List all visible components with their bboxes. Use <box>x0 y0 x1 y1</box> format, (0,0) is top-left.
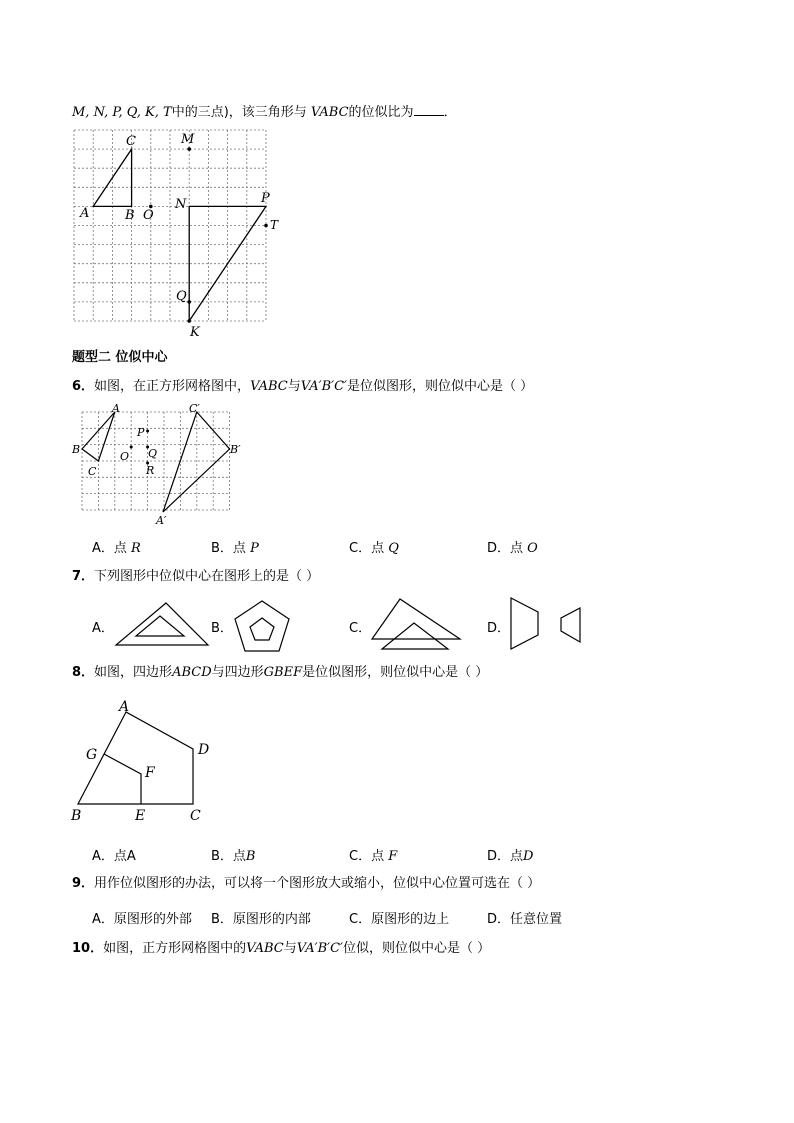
q6-triangle-a2b2c2 <box>163 412 230 512</box>
q8-label-b: B <box>71 808 82 824</box>
q6-label-c: C <box>88 465 97 478</box>
q6-label-o: O <box>120 450 130 463</box>
q5-label-a: A <box>80 206 90 221</box>
q8-figure <box>66 694 226 824</box>
q6-text-2: 与 <box>287 379 301 394</box>
q8-quad-2: GBEF <box>263 665 303 680</box>
q8-quad-1: ABCD <box>172 665 212 680</box>
q6-point-o <box>130 446 133 449</box>
q5-text-1: 中的三点)，该三角形与 <box>171 105 307 120</box>
q5-point-q <box>187 300 191 304</box>
q6-label-b: B <box>72 443 81 456</box>
q5-point-t <box>264 224 268 228</box>
q8-option-a[interactable]: A．点A <box>92 849 136 864</box>
q5-label-t: T <box>270 218 279 232</box>
q5-text-2: 的位似比为 <box>348 105 414 120</box>
q8-label-g: G <box>86 747 98 763</box>
q9-stem <box>72 875 540 893</box>
q6-triangle-2: VA′B′C′ <box>300 379 347 394</box>
q5-label-m: M <box>181 132 195 147</box>
q9-option-b[interactable]: B．原图形的内部 <box>211 912 311 927</box>
q7-option-d-figure[interactable] <box>508 596 584 652</box>
q6-text-1: 如图，在正方形网格图中， <box>94 379 251 394</box>
q6-label-a2: A′ <box>156 514 167 527</box>
q7-number: 7． <box>72 569 95 584</box>
q6-grid-figure <box>72 400 247 528</box>
q8-option-b[interactable]: B．点B <box>211 849 256 864</box>
q5-label-p: P <box>261 191 270 206</box>
q6-option-c[interactable]: C．点 Q <box>349 541 399 556</box>
q5-triangle-abc <box>93 149 131 206</box>
q6-stem <box>72 378 533 396</box>
q8-option-d[interactable]: D．点D <box>487 849 534 864</box>
q8-text-1: 如图，四边形 <box>94 665 173 680</box>
q6-number: 6． <box>72 379 95 394</box>
q10-text-2: 与 <box>283 941 297 956</box>
q6-label-p: P <box>137 426 145 439</box>
q8-label-d: D <box>198 742 210 758</box>
q6-option-b[interactable]: B．点 P <box>211 541 259 556</box>
q8-stem <box>72 664 488 682</box>
q5-label-q: Q <box>176 289 187 304</box>
q10-text-3: 位似，则位似中心是（ ） <box>343 941 491 956</box>
q7-option-c-figure[interactable] <box>370 597 464 651</box>
q5-continuation-line <box>72 103 457 122</box>
q5-label-o: O <box>143 208 154 223</box>
q5-end: ． <box>443 105 457 120</box>
q9-text: 用作位似图形的办法，可以将一个图形放大或缩小，位似中心位置可选在（ ） <box>94 876 541 891</box>
q8-text-3: 是位似图形，则位似中心是（ ） <box>302 665 489 680</box>
q6-label-c2: C′ <box>189 402 200 415</box>
q8-label-c: C <box>190 808 201 824</box>
q6-triangle-1: VABC <box>250 379 288 394</box>
q8-quad-gbef <box>104 754 141 804</box>
q6-label-b2: B′ <box>230 443 241 456</box>
q8-label-a: A <box>119 699 130 715</box>
q6-point-p <box>146 430 149 433</box>
q8-label-f: F <box>145 765 155 781</box>
q6-label-a: A <box>112 402 120 415</box>
q5-grid-figure <box>72 128 279 340</box>
q5-answer-blank[interactable] <box>414 103 444 116</box>
q6-option-a[interactable]: A．点 R <box>92 541 141 556</box>
q8-text-2: 与四边形 <box>211 665 264 680</box>
q7-option-c-label[interactable]: C． <box>349 621 372 636</box>
q7-option-d-label[interactable]: D． <box>487 621 511 636</box>
q9-option-d[interactable]: D．任意位置 <box>487 912 563 927</box>
q6-label-r: R <box>146 464 155 477</box>
q5-label-b: B <box>125 208 135 223</box>
q10-stem <box>72 940 490 958</box>
q7-option-b-label[interactable]: B． <box>211 621 233 636</box>
q5-triangle: VABC <box>310 105 349 120</box>
q5-label-c: C <box>126 134 136 149</box>
q6-option-d[interactable]: D．点 O <box>487 541 538 556</box>
q7-stem <box>72 568 319 586</box>
q9-option-c[interactable]: C．原图形的边上 <box>349 912 450 927</box>
q10-triangle-1: VABC <box>246 941 284 956</box>
q10-text-1: 如图，正方形网格图中的 <box>103 941 247 956</box>
q7-option-a-figure[interactable] <box>114 600 210 648</box>
section-title: 题型二 位似中心 <box>72 350 168 365</box>
q6-label-q: Q <box>148 447 158 460</box>
q8-number: 8． <box>72 665 95 680</box>
q9-number: 9． <box>72 876 95 891</box>
q5-point-k <box>187 319 191 323</box>
q7-option-b-figure[interactable] <box>232 598 292 654</box>
q10-triangle-2: VA′B′C′ <box>296 941 344 956</box>
q5-points-list: M, N, P, Q, K, T <box>72 105 172 120</box>
q5-point-m <box>187 147 191 151</box>
q5-label-n: N <box>175 197 187 212</box>
q7-text: 下列图形中位似中心在图形上的是（ ） <box>94 569 320 584</box>
q9-option-a[interactable]: A．原图形的外部 <box>92 912 192 927</box>
q5-label-k: K <box>190 325 200 340</box>
q8-label-e: E <box>135 808 146 824</box>
q10-number: 10． <box>72 941 104 956</box>
q8-option-c[interactable]: C．点 F <box>349 849 398 864</box>
q6-text-3: 是位似图形，则位似中心是（ ） <box>346 379 534 394</box>
q7-option-a-label[interactable]: A． <box>92 621 114 636</box>
